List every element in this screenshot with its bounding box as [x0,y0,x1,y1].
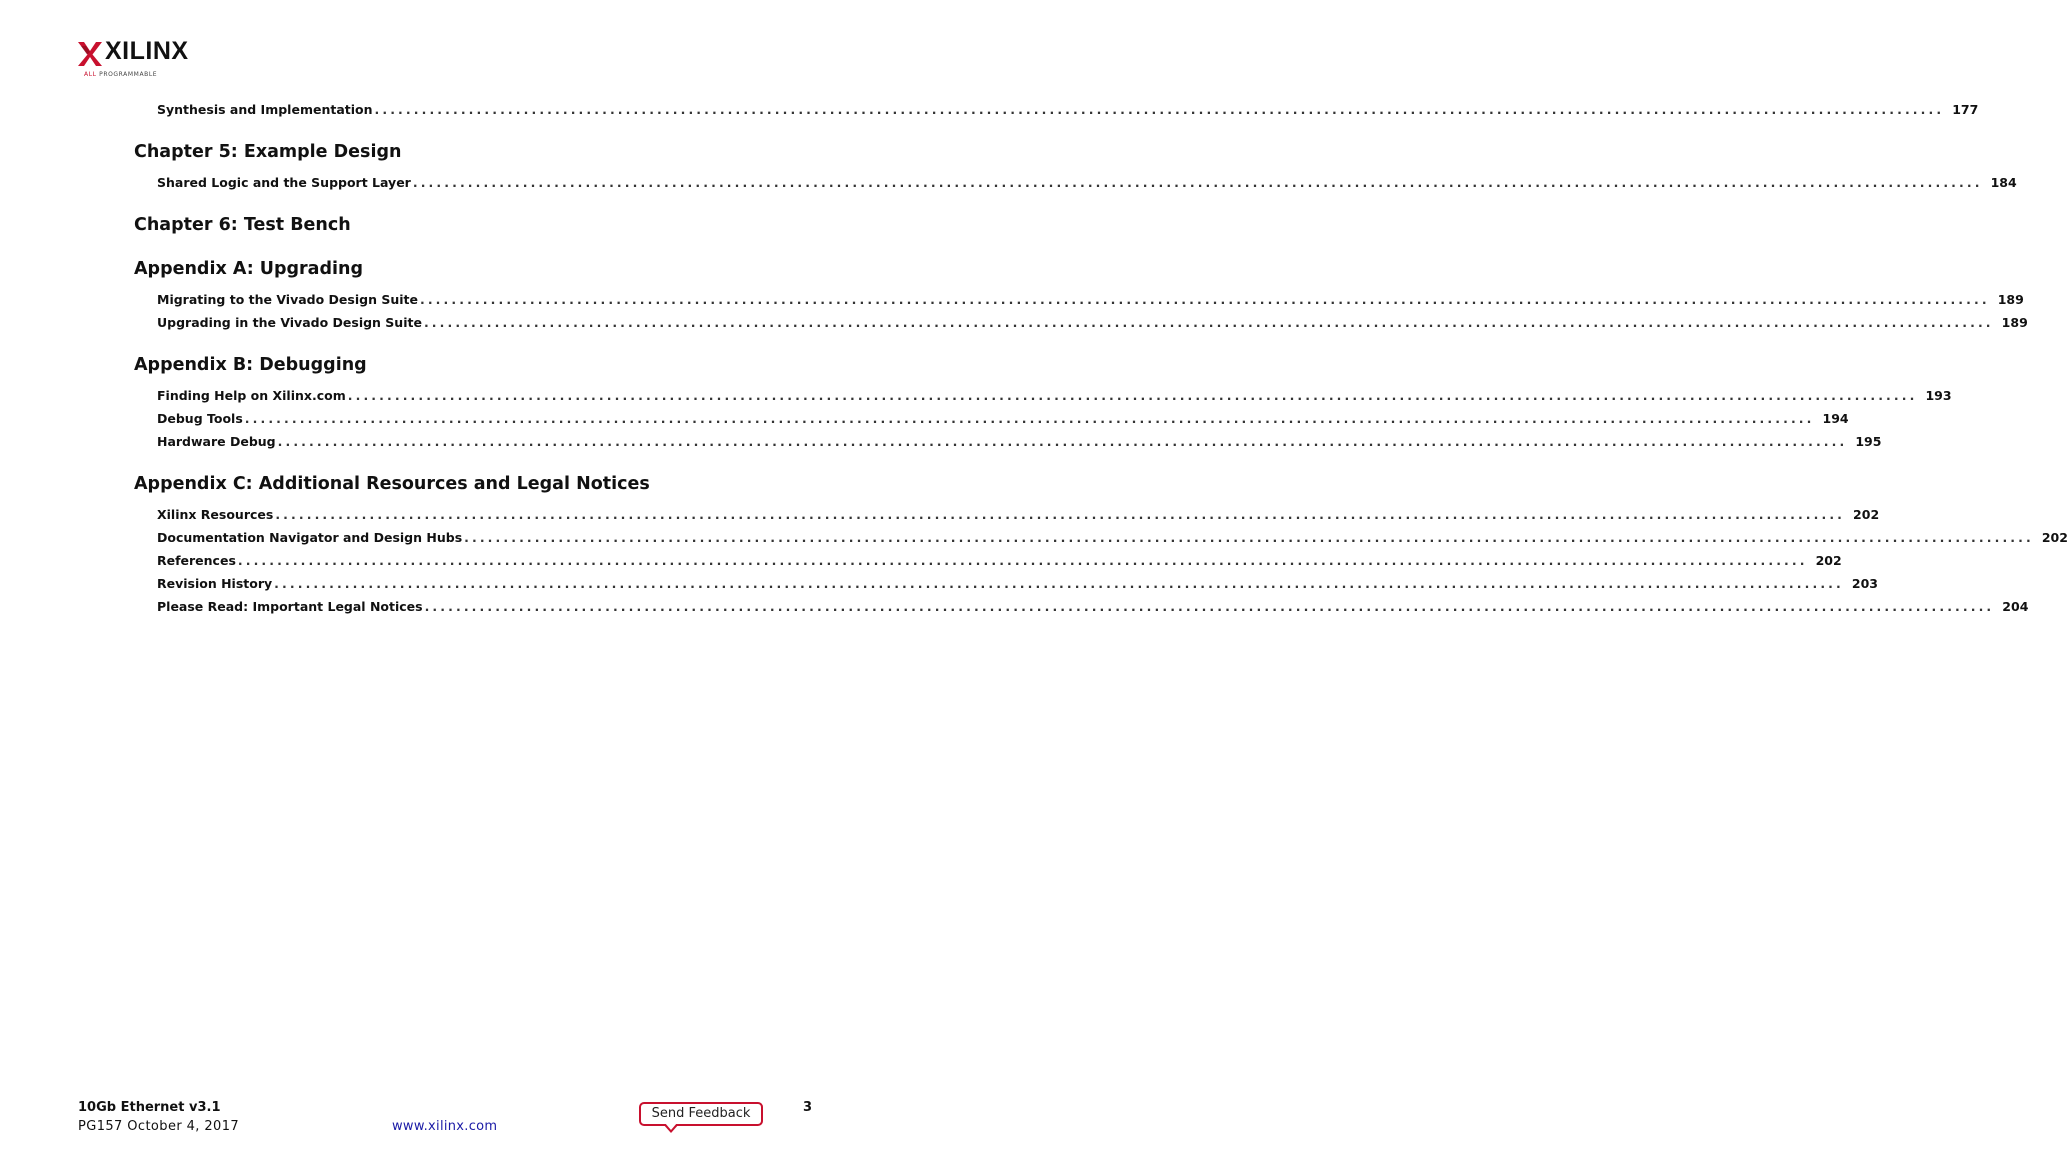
dot-leader: ........................................................................................................................................................................................................ [277,434,1848,449]
toc-entry-page: 189 [2001,315,2028,330]
toc-entry-title: Revision History [157,576,273,591]
toc-entry-title: Please Read: Important Legal Notices [157,599,423,614]
table-of-contents [134,98,2068,618]
toc-entry-title: Shared Logic and the Support Layer [157,175,411,190]
toc-entry-title: Xilinx Resources [157,507,274,522]
toc-entry[interactable] [134,384,1952,407]
dot-leader: ........................................................................................................................................................................................................ [347,388,1918,403]
dot-leader: ........................................................................................................................................................................................................ [424,599,1995,614]
footer-website-link[interactable]: www.xilinx.com [392,1119,498,1134]
toc-section-heading[interactable]: Chapter 6: Test Bench [134,215,351,235]
xilinx-logo [78,37,218,82]
toc-entry-title: Debug Tools [157,411,243,426]
toc-entry[interactable] [134,98,1979,121]
dot-leader: ........................................................................................................................................................................................................ [423,315,1994,330]
toc-section-heading[interactable]: Chapter 5: Example Design [134,142,402,162]
toc-entry[interactable] [134,572,1878,595]
send-feedback-label: Send Feedback [651,1106,751,1121]
toc-entry-title: Migrating to the Vivado Design Suite [157,292,418,307]
toc-entry-title: Documentation Navigator and Design Hubs [157,530,463,545]
dot-leader: ........................................................................................................................................................................................................ [275,507,1846,522]
send-feedback-button[interactable] [639,1102,763,1126]
toc-entry[interactable] [134,407,1849,430]
toc-entry-page: 203 [1851,576,1878,591]
toc-entry[interactable] [134,311,2028,334]
toc-entry-page: 194 [1822,411,1849,426]
toc-entry-title: References [157,553,236,568]
toc-entry[interactable] [134,430,1882,453]
dot-leader: ........................................................................................................................................................................................................ [412,175,1983,190]
toc-entry-title: Upgrading in the Vivado Design Suite [157,315,422,330]
dot-leader: ........................................................................................................................................................................................................ [374,102,1945,117]
toc-entry-page: 202 [1815,553,1842,568]
toc-entry[interactable] [134,549,1842,572]
footer-document-info [78,1100,239,1134]
toc-entry-page: 195 [1855,434,1882,449]
toc-entry-title: Hardware Debug [157,434,276,449]
dot-leader: ........................................................................................................................................................................................................ [244,411,1815,426]
toc-section-heading[interactable]: Appendix B: Debugging [134,355,367,375]
toc-entry-page: 193 [1925,388,1952,403]
toc-entry-page: 189 [1997,292,2024,307]
toc-entry-title: Finding Help on Xilinx.com [157,388,346,403]
dot-leader: ........................................................................................................................................................................................................ [419,292,1990,307]
toc-entry-page: 184 [1990,175,2017,190]
toc-entry-page: 177 [1952,102,1979,117]
page-number: 3 [803,1100,813,1115]
toc-entry[interactable] [134,171,2017,194]
xilinx-mark-icon [78,42,102,66]
toc-entry[interactable] [134,595,2029,618]
dot-leader: ........................................................................................................................................................................................................ [237,553,1808,568]
toc-entry-page: 202 [2041,530,2068,545]
toc-entry-page: 204 [2002,599,2029,614]
toc-entry[interactable] [134,526,2068,549]
toc-entry-page: 202 [1853,507,1880,522]
toc-entry[interactable] [134,288,2024,311]
logo-wordmark: XILINX [105,37,189,65]
toc-entry-title: Synthesis and Implementation [157,102,373,117]
toc-section-heading[interactable]: Appendix A: Upgrading [134,259,364,279]
dot-leader: ........................................................................................................................................................................................................ [274,576,1844,591]
logo-tagline: ALL PROGRAMMABLE [84,71,158,78]
footer-doc-id: PG157 October 4, 2017 [78,1119,240,1134]
dot-leader: ........................................................................................................................................................................................................ [464,530,2034,545]
footer-product-name: 10Gb Ethernet v3.1 [78,1100,221,1115]
toc-entry[interactable] [134,503,1880,526]
toc-section-heading[interactable]: Appendix C: Additional Resources and Legal Notices [134,474,650,494]
